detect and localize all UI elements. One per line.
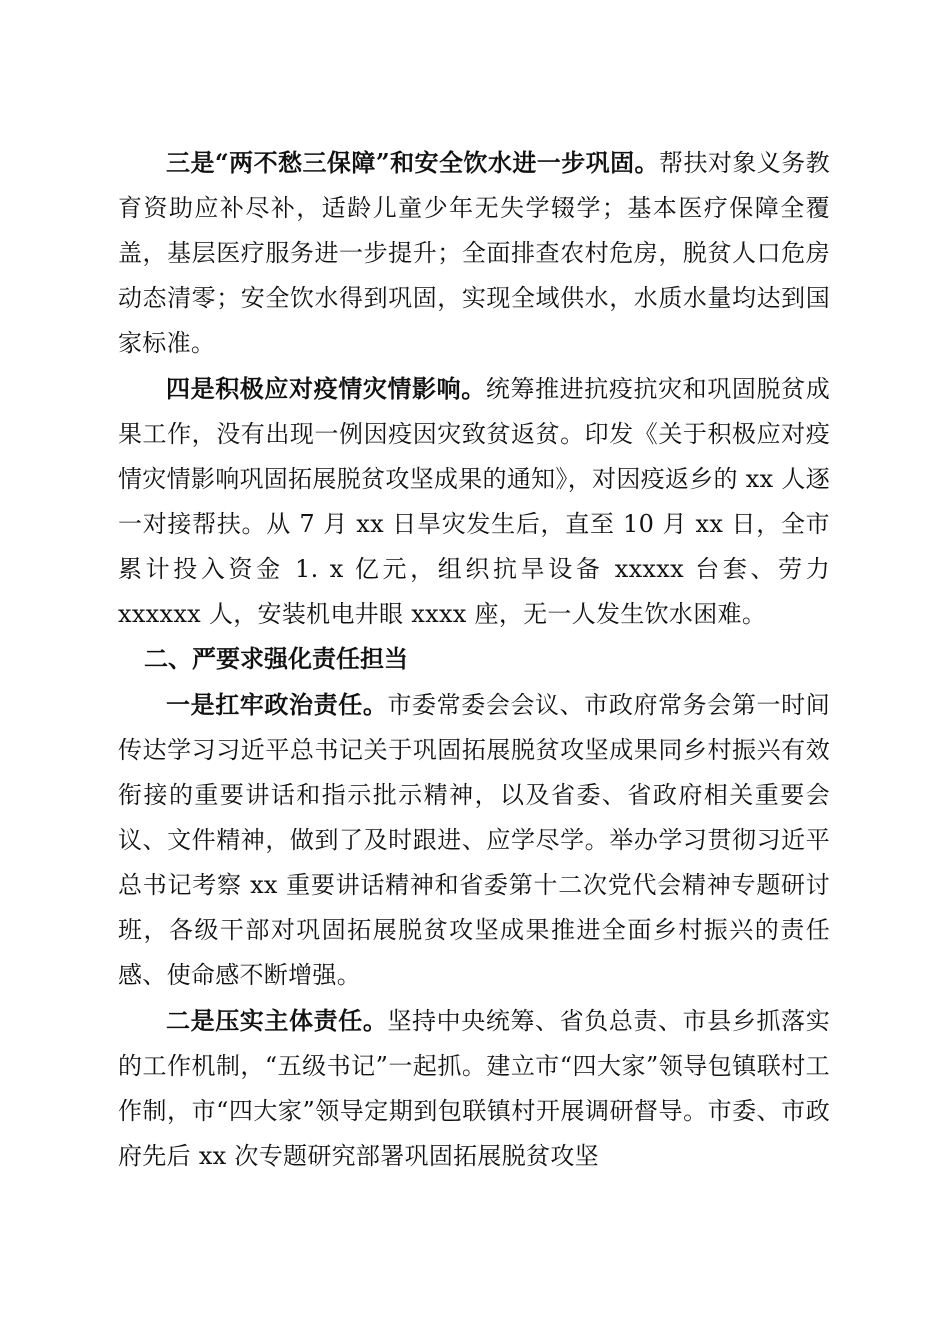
paragraph-main-responsibility [118, 998, 830, 1179]
document-body [118, 140, 830, 1179]
paragraph-lead: 一是扛牢政治责任。 [166, 690, 388, 719]
paragraph-political-responsibility [118, 682, 830, 998]
paragraph-body: 坚持中央统筹、省负总责、市县乡抓落实的工作机制，“五级书记”一起抓。建立市“四大家”领导包镇联村工作制，市“四大家”领导定期到包联镇村开展调研督导。市委、市政府先后 xx 次专题研究部署巩固拓展脱贫攻坚 [118, 1007, 830, 1170]
paragraph-body: 市委常委会会议、市政府常务会第一时间传达学习习近平总书记关于巩固拓展脱贫攻坚成果同乡村振兴有效衔接的重要讲话和指示批示精神，以及省委、省政府相关重要会议、文件精神，做到了及时跟进、应学尽学。举办学习贯彻习近平总书记考察 xx 重要讲话精神和省委第十二次党代会精神专题研讨班，各级干部对巩固拓展脱贫攻坚成果推进全面乡村振兴的责任感、使命感不断增强。 [118, 691, 830, 989]
paragraph-lead: 二是压实主体责任。 [166, 1006, 388, 1035]
section-heading: 二、严要求强化责任担当 [144, 645, 408, 673]
paragraph-lead: 三是“两不愁三保障”和安全饮水进一步巩固。 [166, 148, 659, 177]
paragraph-epidemic-response [118, 366, 830, 637]
paragraph-two-no-worries [118, 140, 830, 366]
paragraph-lead: 四是积极应对疫情灾情影响。 [166, 374, 486, 403]
paragraph-body: 帮扶对象义务教育资助应补尽补，适龄儿童少年无失学辍学；基本医疗保障全覆盖，基层医疗服务进一步提升；全面排查农村危房，脱贫人口危房动态清零；安全饮水得到巩固，实现全域供水，水质水量均达到国家标准。 [118, 149, 830, 357]
paragraph-body: 统筹推进抗疫抗灾和巩固脱贫成果工作，没有出现一例因疫因灾致贫返贫。印发《关于积极应对疫情灾情影响巩固拓展脱贫攻坚成果的通知》，对因疫返乡的 xx 人逐一对接帮扶。从 7 月 xx 日旱灾发生后，直至 10 月 xx 日，全市累计投入资金 1. x 亿元，组织抗旱设备 xxxxx 台套、劳力 xxxxxx 人，安装机电井眼 xxxx 座，无一人发生饮水困难。 [118, 375, 831, 628]
